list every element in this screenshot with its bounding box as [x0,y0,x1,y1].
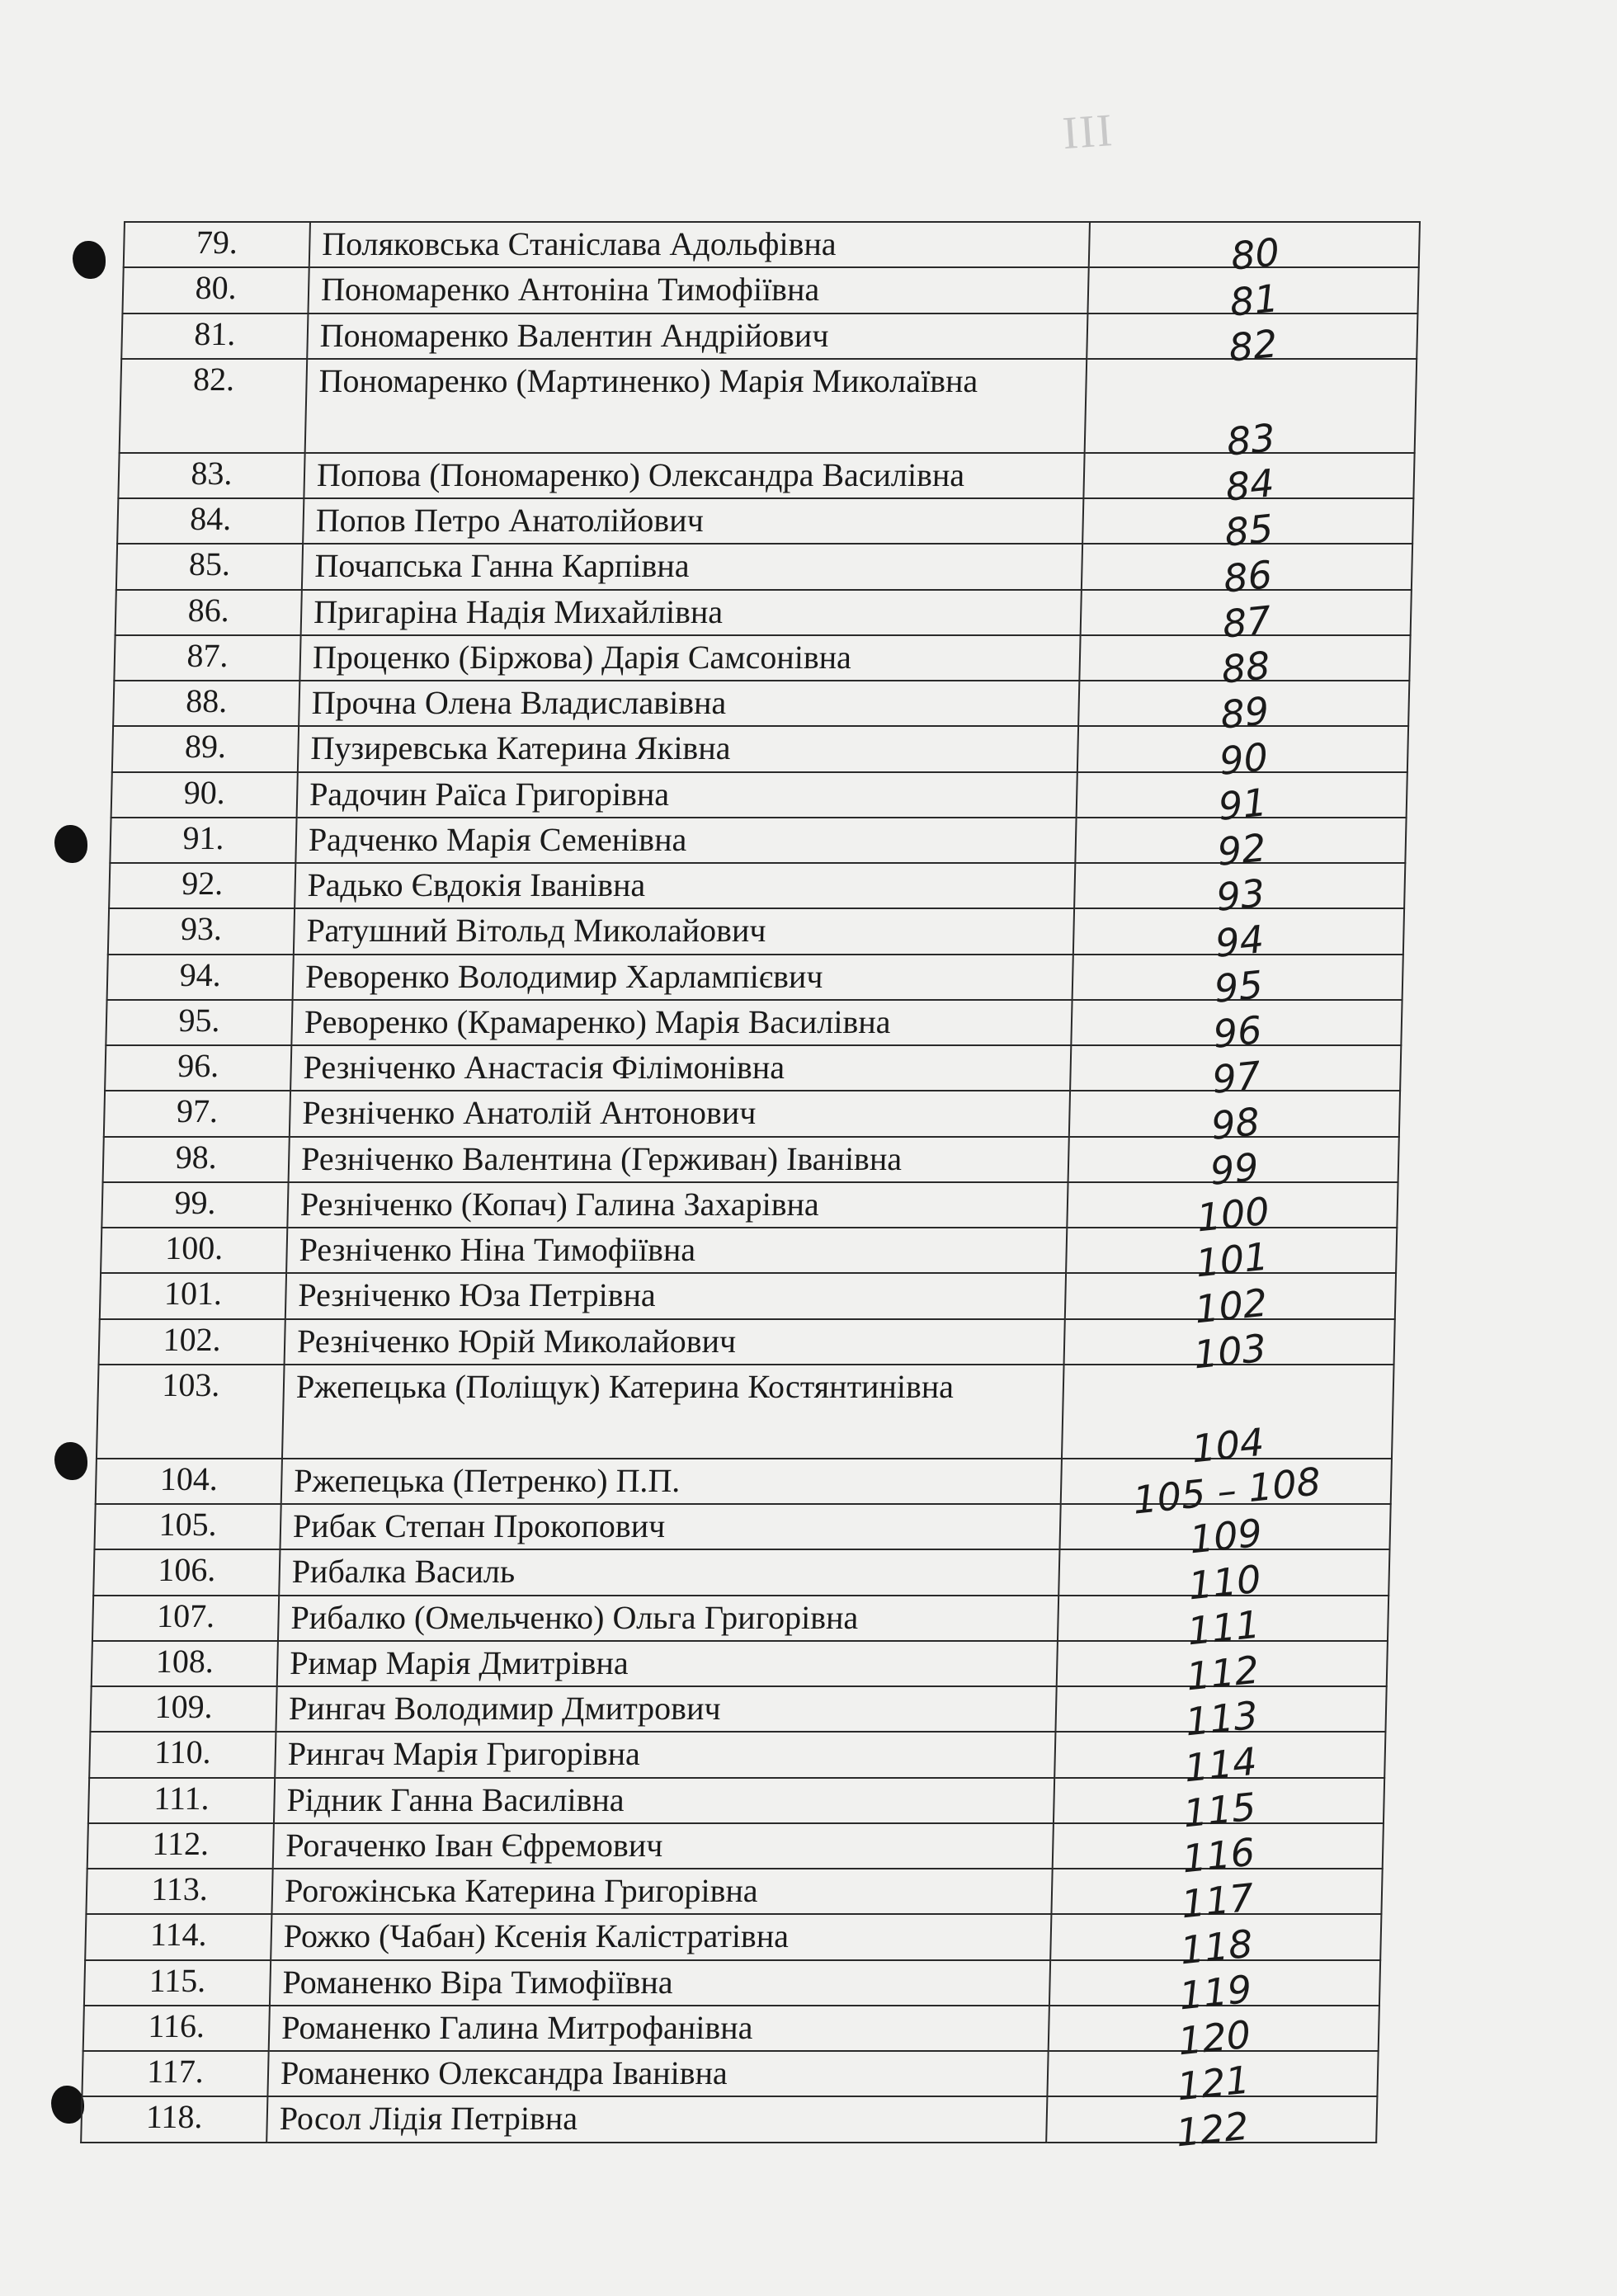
person-name: Радченко Марія Семенівна [295,818,1076,863]
row-number: 116. [83,2006,270,2051]
page-number [1089,222,1420,280]
handwritten-page-number: 91 [1216,779,1269,829]
handwritten-page-number: 118 [1178,1921,1255,1973]
table-row [105,1045,1401,1091]
table-row [116,590,1412,635]
handwritten-page-number: 117 [1179,1874,1256,1927]
registry-table [80,221,1421,2156]
row-number: 102. [99,1319,285,1365]
handwritten-page-number: 120 [1176,2011,1253,2064]
table-row [107,955,1403,1000]
person-name: Резніченко Валентина (Герживан) Іванівна [289,1137,1069,1182]
handwritten-page-number: 103 [1191,1325,1268,1378]
person-name: Рогаченко Іван Єфремович [273,1823,1054,1869]
handwritten-page-number: 104 [1190,1419,1266,1472]
handwritten-page-number: 98 [1209,1098,1261,1148]
row-number: 85. [116,544,303,589]
person-name: Романенко Галина Митрофанівна [269,2006,1049,2051]
row-number: 91. [110,818,296,863]
row-number: 93. [108,908,295,954]
row-number: 98. [103,1137,290,1182]
row-number: 79. [124,222,310,267]
table-row [104,1091,1400,1136]
person-name: Пономаренко Валентин Андрійович [307,314,1087,359]
handwritten-page-number: 92 [1215,825,1268,875]
table-row [103,1137,1399,1182]
row-number: 117. [82,2051,268,2096]
row-number: 94. [107,955,294,1000]
row-number: 113. [86,1869,272,1914]
page-number [1062,1365,1394,1472]
handwritten-page-number: 109 [1187,1510,1264,1563]
person-name: Прочна Олена Владиславівна [299,681,1079,726]
handwritten-page-number: 121 [1175,2057,1252,2110]
registry-table-body [81,222,1420,2156]
table-row [108,908,1404,954]
table-row [124,222,1420,267]
handwritten-page-number: 112 [1185,1647,1261,1700]
row-number: 88. [113,681,299,726]
table-row [101,1182,1398,1228]
handwritten-page-number: 96 [1211,1007,1264,1057]
person-name: Радько Євдокія Іванівна [295,863,1075,908]
handwritten-page-number: 115 [1181,1784,1258,1836]
row-number: 109. [90,1686,276,1732]
table-row [112,726,1408,771]
punch-hole-2 [54,825,87,863]
person-name: Пузиревська Катерина Яківна [298,726,1078,771]
row-number: 89. [112,726,299,771]
punch-hole-4 [51,2086,84,2124]
row-number: 105. [94,1504,280,1549]
row-number: 101. [100,1273,286,1318]
person-name: Пригаріна Надія Михайлівна [301,590,1082,635]
row-number: 99. [101,1182,288,1228]
handwritten-page-number: 113 [1183,1692,1260,1745]
row-number: 92. [109,863,295,908]
handwritten-page-number: 102 [1193,1280,1270,1332]
row-number: 115. [84,1960,271,2006]
table-row [116,544,1412,589]
row-number: 82. [120,359,308,453]
handwritten-page-number: 82 [1227,320,1280,370]
person-name: Реворенко (Крамаренко) Марія Василівна [291,1000,1072,1045]
handwritten-page-number: 93 [1214,870,1266,921]
row-number: 87. [114,635,300,681]
handwritten-page-number: 84 [1223,460,1276,510]
person-name: Рингач Володимир Дмитрович [276,1686,1056,1732]
person-name: Резніченко Юза Петрівна [285,1273,1066,1318]
handwritten-page-number: 114 [1182,1738,1259,1790]
row-number: 107. [92,1596,279,1641]
row-number: 90. [111,772,298,818]
handwritten-page-number: 105 – 108 [1131,1459,1322,1523]
table-row [113,681,1409,726]
punch-hole-1 [73,241,106,279]
handwritten-page-number: 83 [1224,414,1277,464]
handwritten-page-number: 81 [1228,275,1280,325]
person-name: Романенко Віра Тимофіївна [270,1960,1050,2006]
table-row [114,635,1410,681]
punch-hole-3 [54,1442,87,1480]
person-name: Поляковська Станіслава Адольфівна [309,222,1090,267]
row-number: 86. [116,590,302,635]
table-row [117,498,1413,544]
handwritten-page-number: 89 [1219,688,1270,738]
person-name: Рибалко (Омельченко) Ольга Григорівна [278,1596,1058,1641]
row-number: 100. [101,1228,287,1273]
handwritten-page-number: 85 [1223,506,1275,556]
handwritten-page-number: 86 [1221,551,1274,601]
table-row [121,314,1417,359]
row-number: 97. [104,1091,290,1136]
handwritten-page-number: 122 [1174,2103,1251,2156]
person-name: Пономаренко (Мартиненко) Марія Миколаївна [305,359,1087,453]
table-row [111,772,1407,818]
row-number: 96. [105,1045,291,1091]
handwritten-page-number: 88 [1219,643,1272,692]
person-name: Рибалка Василь [279,1549,1059,1595]
person-name: Почапська Ганна Карпівна [302,544,1082,589]
table-row [120,359,1417,453]
row-number: 111. [88,1778,275,1823]
handwritten-page-number: 101 [1194,1233,1270,1286]
table-row [97,1365,1394,1459]
page-number-mark: III [1060,104,1116,160]
row-number: 95. [106,1000,292,1045]
row-number: 80. [122,267,309,313]
person-name: Рідник Ганна Василівна [274,1778,1054,1823]
table-row [106,1000,1402,1045]
person-name: Рингач Марія Григорівна [275,1732,1055,1777]
page-number [1085,359,1417,464]
row-number: 112. [87,1823,274,1869]
person-name: Резніченко (Копач) Галина Захарівна [287,1182,1068,1228]
person-name: Рожко (Чабан) Ксенія Калістратівна [271,1914,1051,1959]
person-name: Радочин Раїса Григорівна [297,772,1077,818]
person-name: Реворенко Володимир Харлампієвич [293,955,1073,1000]
row-number: 108. [92,1641,278,1686]
row-number: 118. [81,2096,267,2143]
person-name: Ржепецька (Поліщук) Катерина Костянтинівна [282,1365,1064,1459]
person-name: Резніченко Ніна Тимофіївна [286,1228,1067,1273]
handwritten-page-number: 119 [1177,1966,1254,2019]
row-number: 81. [121,314,308,359]
person-name: Попов Петро Анатолійович [303,498,1083,544]
row-number: 104. [96,1459,282,1504]
person-name: Романенко Олександра Іванівна [267,2051,1048,2096]
person-name: Попова (Пономаренко) Олександра Василівна [304,453,1084,498]
row-number: 110. [89,1732,276,1777]
handwritten-page-number: 87 [1220,596,1273,647]
person-name: Резніченко Юрій Миколайович [285,1319,1065,1365]
table-row [122,267,1418,313]
person-name: Римар Марія Дмитрівна [277,1641,1058,1686]
handwritten-page-number: 95 [1212,961,1265,1011]
person-name: Резніченко Анастасія Філімонівна [290,1045,1071,1091]
person-name: Резніченко Анатолій Антонович [290,1091,1070,1136]
person-name: Пономаренко Антоніна Тимофіївна [308,267,1088,313]
table-row [109,863,1405,908]
handwritten-page-number: 111 [1186,1601,1262,1654]
handwritten-page-number: 97 [1210,1053,1262,1103]
handwritten-page-number: 99 [1208,1143,1261,1194]
row-number: 83. [118,453,304,498]
handwritten-page-number: 80 [1228,229,1281,280]
person-name: Проценко (Біржова) Дарія Самсонівна [299,635,1080,681]
row-number: 114. [85,1914,271,1959]
table-row [110,818,1406,863]
person-name: Росол Лідія Петрівна [266,2096,1047,2143]
row-number: 84. [117,498,304,544]
person-name: Ратушний Вітольд Миколайович [294,908,1074,954]
handwritten-page-number: 116 [1181,1829,1257,1882]
person-name: Ржепецька (Петренко) П.П. [281,1459,1062,1504]
handwritten-page-number: 100 [1195,1188,1271,1241]
handwritten-page-number: 110 [1186,1556,1263,1608]
handwritten-page-number: 90 [1217,733,1270,784]
handwritten-page-number: 94 [1213,916,1266,966]
row-number: 106. [93,1549,280,1595]
person-name: Рогожінська Катерина Григорівна [271,1869,1052,1914]
table-row [118,453,1414,498]
person-name: Рибак Степан Прокопович [280,1504,1060,1549]
row-number: 103. [97,1365,285,1459]
